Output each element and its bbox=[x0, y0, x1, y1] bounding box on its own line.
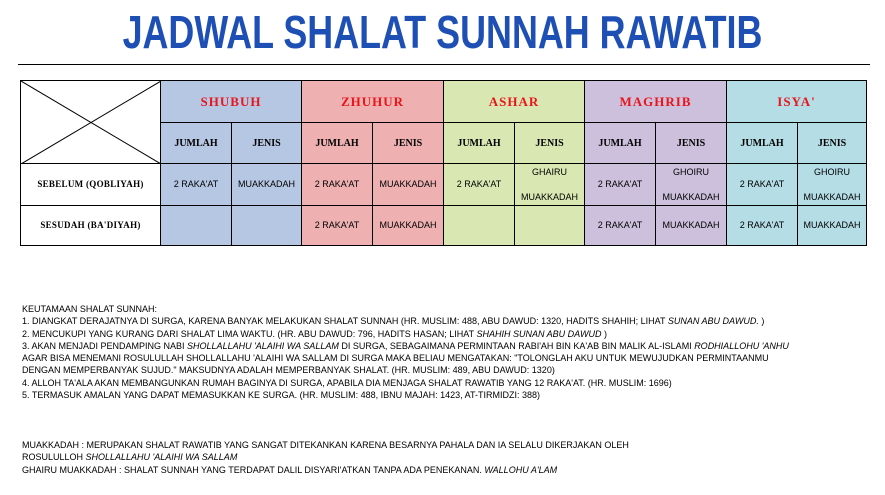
note-italic: SUNAN ABU DAWUD. bbox=[667, 316, 759, 327]
note-italic: RODHIALLOHU 'ANHU bbox=[694, 340, 789, 351]
cell-jumlah bbox=[444, 206, 515, 246]
def-text: GHAIRU MUAKKADAH : SHALAT SUNNAH YANG TERDAPAT DALIL DISYARI'ATKAN TANPA ADA PENEKANAN. bbox=[22, 464, 485, 475]
cell-jenis-top: GHOIRU bbox=[673, 166, 710, 177]
note-italic: SHOLLALLAHU 'ALAIHI WA SALLAM bbox=[187, 340, 339, 351]
col-jenis: JENIS bbox=[515, 123, 585, 164]
rawatib-schedule-table bbox=[20, 80, 867, 246]
cell-jumlah: 2 RAKA'AT bbox=[727, 206, 798, 246]
cell-jumlah: 2 RAKA'AT bbox=[161, 164, 232, 206]
def-muakkadah-line-2 bbox=[22, 451, 872, 463]
note-item-3-line-2: AGAR BISA MENEMANI ROSULULLAH SHOLLALLAHU 'ALAIHI WA SALLAM DI SURGA MAKA BELIAU MENGATAKAN: "TOLONGLAH AKU UNTUK MEWUJUDKAN PERMINTAANMU bbox=[22, 353, 769, 364]
cell-jumlah: 2 RAKA'AT bbox=[302, 206, 373, 246]
prayer-header-shubuh: SHUBUH bbox=[161, 81, 302, 123]
table-row bbox=[21, 206, 867, 246]
note-item-3-line-3: DENGAN MEMPERBANYAK SUJUD." MAKSUDNYA ADALAH MEMPERBANYAK SHALAT. (HR. MUSLIM: 489, ABU DAWUD: 1320) bbox=[22, 365, 555, 376]
prayer-header-row bbox=[21, 81, 867, 123]
cell-jenis-bottom: MUAKKADAH bbox=[803, 191, 861, 202]
cell-jenis: MUAKKADAH bbox=[656, 206, 727, 246]
note-text: DI SURGA, SEBAGAIMANA PERMINTAAN RABI'AH BIN KA'AB BIN MALIK AL-ISLAMI bbox=[338, 340, 695, 351]
cell-jenis bbox=[515, 206, 585, 246]
note-text: ) bbox=[758, 316, 765, 327]
prayer-header-maghrib: MAGHRIB bbox=[585, 81, 727, 123]
cell-jumlah: 2 RAKA'AT bbox=[302, 164, 373, 206]
note-item-1 bbox=[22, 315, 872, 327]
note-text: 1. DIANGKAT DERAJATNYA DI SURGA, KARENA BANYAK MELAKUKAN SHALAT SUNNAH (HR. MUSLIM: 488, ABU DAWUD: 1320, HADITS SHAHIH; LIHAT bbox=[22, 316, 668, 327]
note-italic: SHAHIH SUNAN ABU DAWUD bbox=[476, 328, 602, 339]
prayer-header-isya: ISYA' bbox=[727, 81, 867, 123]
col-jumlah: JUMLAH bbox=[727, 123, 798, 164]
col-jenis: JENIS bbox=[373, 123, 444, 164]
prayer-header-zhuhur: ZHUHUR bbox=[302, 81, 444, 123]
table-row bbox=[21, 164, 867, 206]
cell-jenis-bottom: MUAKKADAH bbox=[521, 191, 579, 202]
cell-jenis-top: GHOIRU bbox=[814, 166, 851, 177]
def-ghairu-muakkadah bbox=[22, 464, 872, 476]
col-jumlah: JUMLAH bbox=[444, 123, 515, 164]
cell-jenis bbox=[515, 164, 585, 206]
corner-cell bbox=[21, 81, 161, 164]
cell-jumlah: 2 RAKA'AT bbox=[585, 206, 656, 246]
note-text: 3. AKAN MENJADI PENDAMPING NABI bbox=[22, 340, 188, 351]
cell-jenis bbox=[798, 164, 867, 206]
col-jenis: JENIS bbox=[656, 123, 727, 164]
note-item-3 bbox=[22, 340, 872, 352]
cell-jumlah: 2 RAKA'AT bbox=[444, 164, 515, 206]
note-text: 2. MENCUKUPI YANG KURANG DARI SHALAT LIMA WAKTU. (HR. ABU DAWUD: 796, HADITS HASAN; LIHAT bbox=[22, 328, 477, 339]
definitions bbox=[22, 439, 872, 476]
title-divider bbox=[18, 64, 870, 65]
note-item-2 bbox=[22, 328, 872, 340]
cell-jenis bbox=[656, 164, 727, 206]
notes-heading: KEUTAMAAN SHALAT SUNNAH: bbox=[22, 304, 158, 314]
row-label-badiyah: SESUDAH (BA'DIYAH) bbox=[21, 206, 161, 246]
page-title: JADWAL SHALAT SUNNAH RAWATIB bbox=[122, 6, 763, 58]
col-jumlah: JUMLAH bbox=[161, 123, 232, 164]
cell-jenis bbox=[232, 206, 302, 246]
cell-jumlah: 2 RAKA'AT bbox=[727, 164, 798, 206]
cell-jenis: MUAKKADAH bbox=[373, 206, 444, 246]
diagonal-cross-icon bbox=[21, 81, 161, 164]
cell-jenis-bottom: MUAKKADAH bbox=[662, 191, 720, 202]
def-muakkadah: MUAKKADAH : MERUPAKAN SHALAT RAWATIB YANG SANGAT DITEKANKAN KARENA BESARNYA PAHALA DAN IA SELALU DIKERJAKAN OLEH bbox=[22, 440, 629, 450]
cell-jumlah bbox=[161, 206, 232, 246]
note-item-5: 5. TERMASUK AMALAN YANG DAPAT MEMASUKKAN KE SURGA. (HR. MUSLIM: 488, IBNU MAJAH: 1423, AT-TIRMIDZI: 388) bbox=[22, 390, 540, 401]
col-jumlah: JUMLAH bbox=[302, 123, 373, 164]
note-item-4: 4. ALLOH TA'ALA AKAN MEMBANGUNKAN RUMAH BAGINYA DI SURGA, APABILA DIA MENJAGA SHALAT RAWATIB YANG 12 RAKA'AT. (HR. MUSLIM: 1696) bbox=[22, 377, 672, 388]
col-jenis: JENIS bbox=[798, 123, 867, 164]
prayer-header-ashar: ASHAR bbox=[444, 81, 585, 123]
cell-jenis: MUAKKADAH bbox=[232, 164, 302, 206]
cell-jenis-top: GHAIRU bbox=[532, 166, 568, 177]
col-jumlah: JUMLAH bbox=[585, 123, 656, 164]
col-jenis: JENIS bbox=[232, 123, 302, 164]
cell-jumlah: 2 RAKA'AT bbox=[585, 164, 656, 206]
def-italic: WALLOHU A'LAM bbox=[484, 464, 558, 475]
def-text: ROSULULLOH bbox=[22, 452, 86, 463]
def-italic: SHOLLALLAHU 'ALAIHI WA SALLAM bbox=[85, 452, 238, 463]
benefits-notes bbox=[22, 303, 872, 401]
row-label-qobliyah: SEBELUM (QOBLIYAH) bbox=[21, 164, 161, 206]
cell-jenis: MUAKKADAH bbox=[798, 206, 867, 246]
cell-jenis: MUAKKADAH bbox=[373, 164, 444, 206]
note-text: ) bbox=[601, 328, 607, 339]
